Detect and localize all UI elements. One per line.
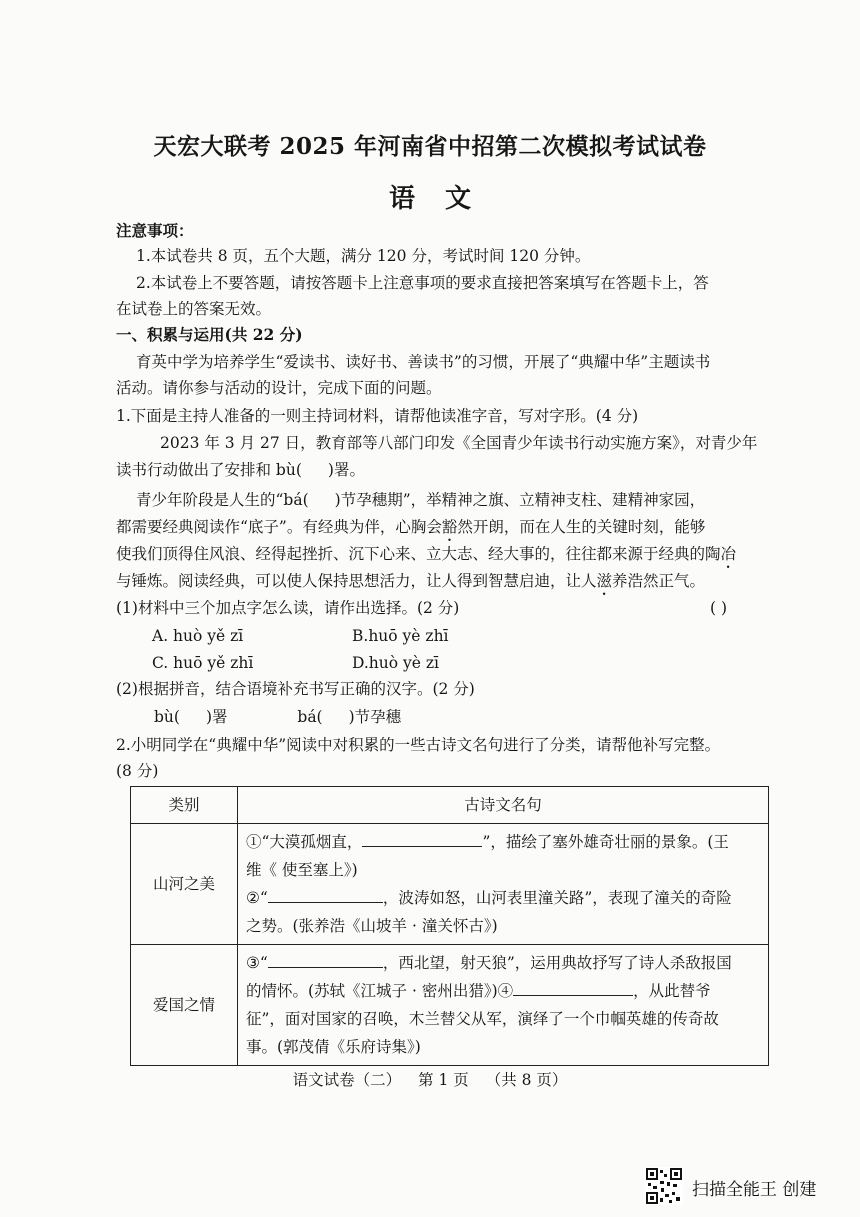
q1-text: bù( (154, 708, 180, 726)
q1-sub-1: (1)材料中三个加点字怎么读，请作出选择。(2 分) (116, 599, 460, 617)
q1-passage-2-line-c (116, 543, 736, 572)
question-2-stem-b: (8 分) (116, 762, 159, 780)
q1-passage-2-line-a (136, 489, 705, 511)
section-1-heading: 一、积累与运用(共 22 分) (116, 325, 303, 344)
exam-title: 天宏大联考 2025 年河南省中招第二次模拟考试试卷 (153, 133, 707, 160)
row-category: 爱国之情 (131, 945, 238, 1066)
q1-text: )署。 (327, 461, 365, 479)
q1-passage-1-line-b (116, 459, 365, 481)
q1-text: 然开朗，而在人生的关键时刻，能够 (457, 518, 706, 536)
q1-fill-blanks (154, 706, 401, 728)
table-header-row (131, 787, 769, 824)
q1-text: )署 (205, 708, 228, 726)
row-line: 事。(郭茂倩《乐府诗集》) (246, 1038, 421, 1056)
row-line (246, 884, 760, 912)
row-line: 维《 使至塞上》) (246, 861, 358, 879)
option-b: B.huō yè zhī (352, 627, 449, 645)
row-text: ，波涛如怒，山河表里潼关路”，表现了潼关的奇险 (382, 889, 732, 907)
row-text: ①“大漠孤烟直， (246, 833, 363, 851)
table-row (131, 824, 769, 945)
footer-page: 第 1 页 (418, 1071, 469, 1089)
q1-text: 都需要经典阅读作“底子”。有经典为伴，心胸会 (116, 518, 442, 536)
option-c: C. huō yě zhī (152, 654, 254, 672)
footer-paper: 语文试卷（二） (292, 1071, 402, 1089)
notice-heading: 注意事项： (116, 221, 194, 240)
q1-text: 与锤炼。阅读经典，可以使人保持思想活力，让人得到智慧启迪，让人 (116, 572, 597, 590)
notice-item-1: 1.本试卷共 8 页，五个大题，满分 120 分，考试时间 120 分钟。 (136, 247, 591, 265)
dotted-char: 豁 (441, 518, 458, 536)
table-header-category: 类别 (131, 787, 238, 824)
option-d: D.huò yè zī (352, 654, 440, 672)
q1-passage-2-line-d (116, 570, 705, 599)
q1-text: 使我们顶得住风浪、经得起挫折、沉下心来、立大志、经大事的，往往都来源于经典的陶 (116, 545, 721, 563)
notice-item-2-line-b: 在试卷上的答案无效。 (116, 300, 272, 318)
qr-code-icon (645, 1167, 683, 1205)
dotted-char: 滋 (596, 572, 613, 590)
page-footer (0, 1068, 860, 1090)
table-row (131, 945, 769, 1066)
watermark-text: 扫描全能王 创建 (692, 1180, 817, 1200)
row-text: ，从此替爷 (633, 982, 711, 1000)
q1-passage-2-line-b (116, 516, 705, 545)
poem-table (130, 786, 769, 1066)
row-line: 之势。(张养浩《山坡羊 · 潼关怀古》) (246, 917, 498, 935)
question-1-stem: 1.下面是主持人准备的一则主持词材料，请帮他读准字音，写对字形。(4 分) (116, 407, 639, 425)
answer-blank[interactable] (268, 951, 383, 968)
section-1-intro-b: 活动。请你参与活动的设计，完成下面的问题。 (116, 379, 442, 397)
answer-blank[interactable] (362, 830, 482, 847)
q1-passage-1-line-a: 2023 年 3 月 27 日，教育部等八部门印发《全国青少年读书行动实施方案》，对青少年 (160, 434, 758, 452)
row-text: ，西北望，射天狼”，运用典故抒写了诗人杀敌报国 (382, 954, 732, 972)
row-category: 山河之美 (131, 824, 238, 945)
answer-blank[interactable] (513, 979, 633, 996)
question-2-stem-a: 2.小明同学在“典耀中华”阅读中对积累的一些古诗文名句进行了分类，请帮他补写完整。 (116, 736, 721, 754)
table-header-lines: 古诗文名句 (238, 787, 769, 824)
row-line: 征”，面对国家的召唤，木兰替父从军，演绎了一个巾帼英雄的传奇故 (246, 1010, 719, 1028)
row-text: ”，描绘了塞外雄奇壮丽的景象。(王 (482, 833, 729, 851)
dotted-char: 冶 (720, 545, 737, 563)
row-text: 的情怀。(苏轼《江城子 · 密州出猎》)④ (246, 982, 514, 1000)
section-1-intro-a: 育英中学为培养学生“爱读书、读好书、善读书”的习惯，开展了“典耀中华”主题读书 (136, 353, 711, 371)
row-line (246, 949, 760, 977)
subject-title: 语文 (388, 184, 501, 214)
q1-text: bá( (297, 708, 323, 726)
row-text: ③“ (246, 954, 268, 972)
q1-text: 读书行动做出了安排和 bù( (116, 461, 302, 479)
q1-text: 青少年阶段是人生的“bá( (136, 491, 309, 509)
q1-text: )节孕穗期”，举精神之旗、立精神支柱、建精神家园， (334, 491, 706, 509)
q1-text: 养浩然正气。 (612, 572, 706, 590)
notice-item-2-line-a: 2.本试卷上不要答题，请按答题卡上注意事项的要求直接把答案填写在答题卡上，答 (136, 274, 709, 292)
q1-text: )节孕穗 (348, 708, 402, 726)
footer-total: （共 8 页） (485, 1071, 568, 1089)
answer-blank[interactable] (268, 886, 383, 903)
row-text: ②“ (246, 889, 268, 907)
row-line (246, 828, 760, 856)
row-content (238, 945, 769, 1066)
answer-paren: ( ) (710, 599, 728, 617)
row-line (246, 977, 760, 1005)
option-a: A. huò yě zī (152, 627, 244, 645)
row-content (238, 824, 769, 945)
q1-sub-2: (2)根据拼音，结合语境补充书写正确的汉字。(2 分) (116, 680, 475, 698)
